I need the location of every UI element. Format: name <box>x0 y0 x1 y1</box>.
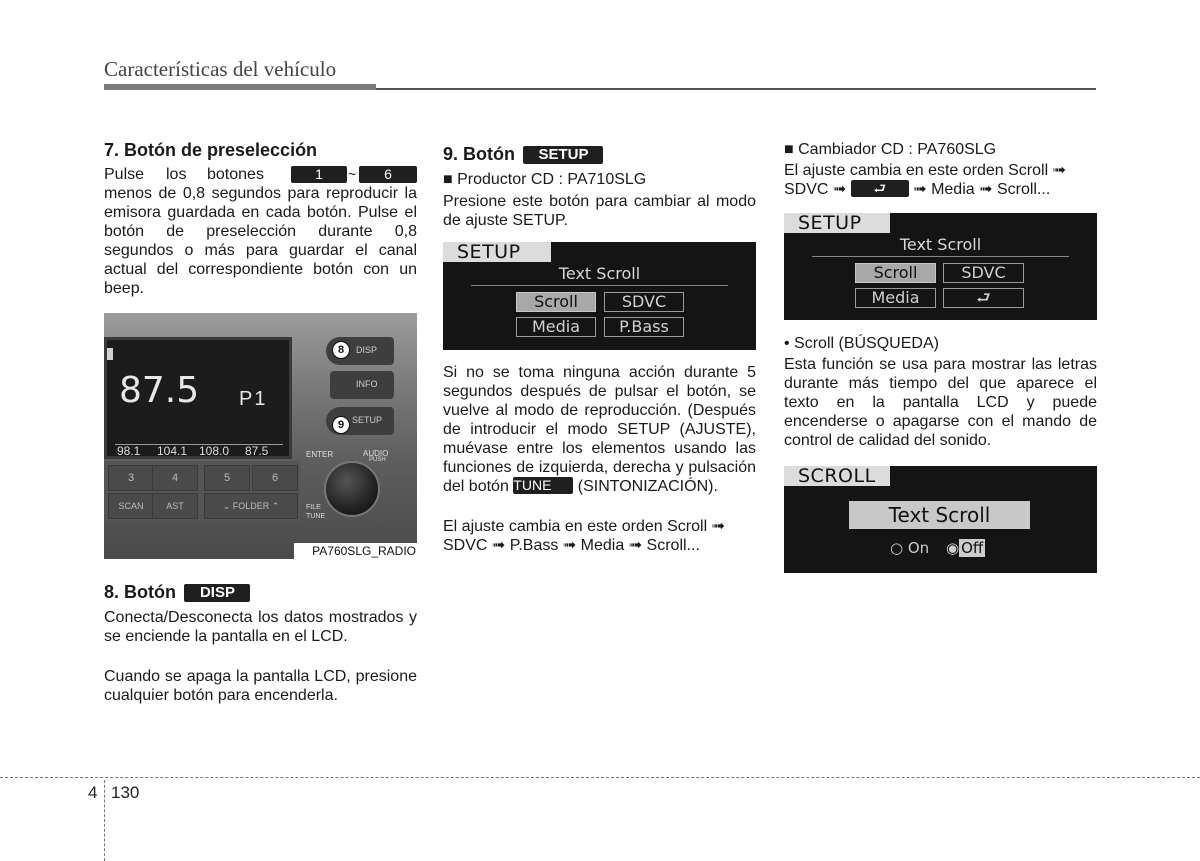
file-label: FILE <box>306 504 321 511</box>
word-los: los <box>166 166 187 183</box>
tune-label: TUNE <box>306 513 326 520</box>
ast-button[interactable]: AST <box>152 493 198 519</box>
lcd-title: SCROLL <box>784 466 890 486</box>
preset-4-button[interactable]: 4 <box>152 465 198 491</box>
radio-selected-icon: ◉ <box>946 539 960 557</box>
lcd-option-pbass: P.Bass <box>604 317 684 337</box>
tune-knob[interactable] <box>324 461 380 517</box>
order-sdvc: SDVC ➟ <box>784 181 847 198</box>
page-number: 130 <box>111 783 140 802</box>
paragraph-2-text: Si no se toma ninguna acción durante 5 segundos después de pulsar el botón, se vuelve al modo de reproducción. (Después de introducir el modo SETUP (AJUSTE), muévase entre los elementos usando las funciones de izquierda, derecha y pulsación del botón <box>443 364 756 495</box>
info-hardware-button[interactable] <box>330 371 394 399</box>
off-label: Off <box>961 539 984 557</box>
footer-divider <box>104 780 105 861</box>
word-pulse: Pulse <box>104 166 145 183</box>
lcd-option-back <box>943 288 1024 308</box>
radio-frequency: 87.5 <box>119 370 200 411</box>
info-label: INFO <box>356 379 378 389</box>
lcd-caption: Text Scroll <box>899 235 982 254</box>
setup-screen-pa710 <box>443 242 756 350</box>
disp-button-icon: DISP <box>184 584 250 602</box>
lcd-option-media: Media <box>855 288 936 308</box>
section-9-heading <box>443 144 603 166</box>
lcd-option-media: Media <box>516 317 596 337</box>
folder-button[interactable] <box>204 493 298 519</box>
section-7-body: menos de 0,8 segundos para reproducir la emisora guardada en cada botón. Pulse el botón de preselección durante 0,8 segundos o más para guardar el canal actual del correspondiente botón con un beep. <box>104 185 417 297</box>
scroll-screen <box>784 466 1097 573</box>
section-9-paragraph-2 <box>443 363 756 496</box>
audio-label: AUDIO <box>363 449 389 458</box>
setup-button-icon: SETUP <box>523 146 603 164</box>
lcd-title: SETUP <box>443 242 551 262</box>
setup-label: SETUP <box>352 415 383 425</box>
section-8-title: 8. Botón <box>104 582 176 602</box>
callout-marker-9: 9 <box>332 416 350 434</box>
option-on <box>890 539 929 557</box>
preset-6-button-icon: 6 <box>359 166 417 183</box>
lcd-option-sdvc: SDVC <box>604 292 684 312</box>
col3-order-line-1: El ajuste cambia en este orden Scroll ➟ <box>784 162 1066 179</box>
section-9-paragraph-3: El ajuste cambia en este orden Scroll ➟ SDVC ➟ P.Bass ➟ Media ➟ Scroll... <box>443 518 725 554</box>
section-8-paragraph-2: Cuando se apaga la pantalla LCD, presione cualquier botón para encenderla. <box>104 668 417 704</box>
running-header-title: Características del vehículo <box>104 57 337 81</box>
disp-label: DISP <box>356 345 378 355</box>
lcd-separator <box>471 285 728 286</box>
product-cd-label: ■ Productor CD : PA710SLG <box>443 171 647 188</box>
preset-frequency-2: 104.1 <box>157 444 188 458</box>
back-arrow-icon: ⮐ <box>851 180 909 197</box>
tune-button-icon: TUNE <box>513 477 573 494</box>
scroll-description: Esta función se usa para mostrar las letras durante más tiempo del que aparece el texto en la pantalla LCD y puede encenderse o apagarse con el mando de control de calidad del sonido. <box>784 356 1097 449</box>
section-8-heading <box>104 582 250 604</box>
push-label: PUSH <box>369 457 386 463</box>
preset-5-button[interactable]: 5 <box>204 465 250 491</box>
section-8-paragraph-1: Conecta/Desconecta los datos mostrados y se enciende la pantalla en el LCD. <box>104 609 417 645</box>
radio-display <box>104 337 292 459</box>
radio-preset-number: P1 <box>239 388 268 410</box>
scan-button[interactable]: SCAN <box>108 493 154 519</box>
radio-photo <box>104 313 417 559</box>
enter-label: ENTER <box>306 450 334 459</box>
preset-3-button[interactable]: 3 <box>108 465 154 491</box>
preset-1-button-icon: 1 <box>291 166 347 183</box>
word-botones: botones <box>207 166 264 183</box>
back-arrow-icon: ⮐ <box>976 288 991 307</box>
preset-6-button[interactable]: 6 <box>252 465 298 491</box>
preset-frequency-3: 108.0 <box>199 444 230 458</box>
on-label: On <box>907 539 930 557</box>
chevron-up-icon: ⌃ <box>269 501 280 511</box>
preset-frequency-1: 98.1 <box>117 444 141 458</box>
changer-cd-label: ■ Cambiador CD : PA760SLG <box>784 141 997 158</box>
section-7-heading: 7. Botón de preselección <box>104 140 318 160</box>
range-tilde: ~ <box>348 166 357 182</box>
section-7-first-line <box>104 165 417 184</box>
text-scroll-highlight: Text Scroll <box>849 501 1030 529</box>
section-9-paragraph-1: Presione este botón para cambiar al modo de ajuste SETUP. <box>443 193 756 229</box>
photo-caption: PA760SLG_RADIO <box>294 543 417 559</box>
callout-marker-8: 8 <box>332 341 350 359</box>
scroll-bullet: • Scroll (BÚSQUEDA) <box>784 335 939 352</box>
order-rest: ➟ Media ➟ Scroll... <box>913 181 1051 198</box>
radio-empty-icon: ○ <box>890 539 908 557</box>
paragraph-2-end: (SINTONIZACIÓN). <box>577 478 718 495</box>
setup-screen-pa760 <box>784 213 1097 320</box>
section-9-title: 9. Botón <box>443 144 515 164</box>
preset-button-row <box>104 461 300 521</box>
lcd-separator <box>812 256 1069 257</box>
lcd-title: SETUP <box>784 213 890 233</box>
col3-order-line-2 <box>784 180 1097 199</box>
lcd-caption: Text Scroll <box>558 264 641 283</box>
footer-rule <box>0 777 1200 778</box>
chevron-down-icon: ⌄ <box>222 501 233 511</box>
lcd-option-scroll: Scroll <box>855 263 936 283</box>
option-off <box>946 539 985 557</box>
header-rule-accent <box>104 84 376 90</box>
display-indicator <box>107 348 113 360</box>
preset-frequency-4: 87.5 <box>245 444 269 458</box>
lcd-option-scroll: Scroll <box>516 292 596 312</box>
chapter-number: 4 <box>88 783 98 802</box>
lcd-option-sdvc: SDVC <box>943 263 1024 283</box>
folder-label: FOLDER <box>232 501 270 511</box>
